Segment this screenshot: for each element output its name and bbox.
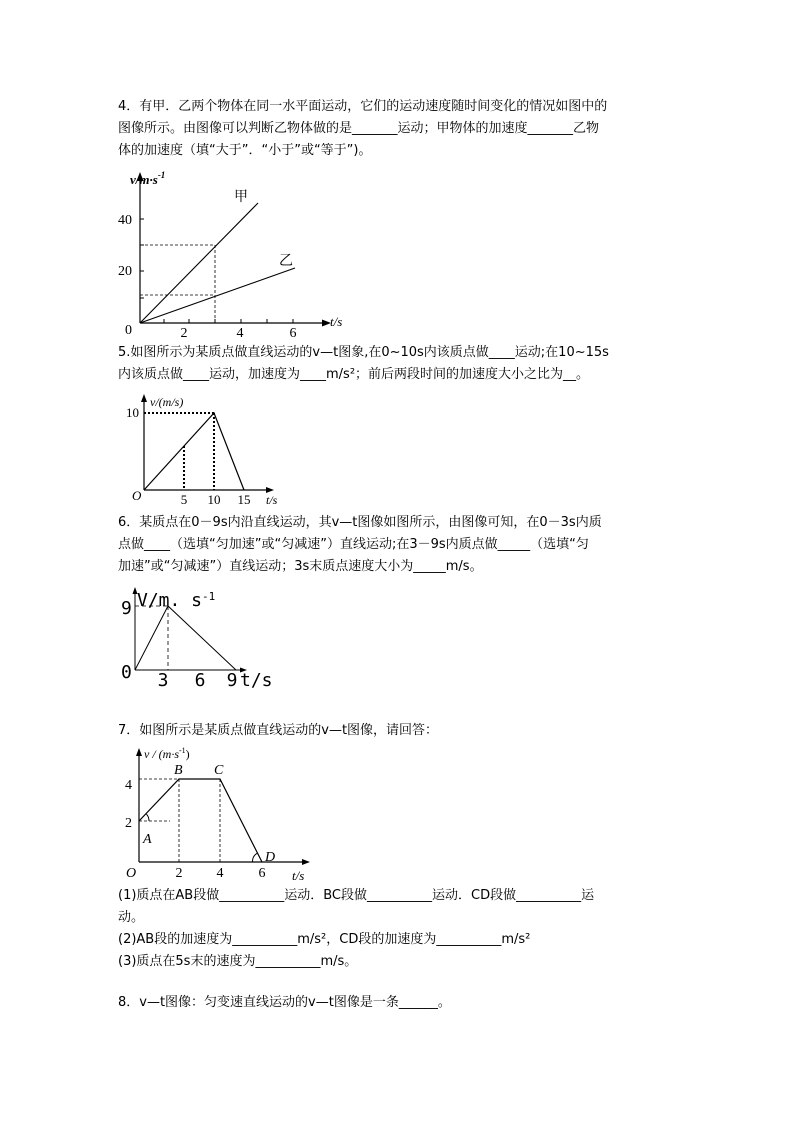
q7-y-tick-label: 4 [125,778,132,793]
q7-sub-1-cont: 动。 [118,910,145,925]
q7-angle-arc-d [252,853,257,862]
q7-point-a-label: A [143,832,152,847]
q4-origin-label: 0 [125,323,132,338]
q4-line-yi [140,268,295,323]
q5-line-1: 5.如图所示为某质点做直线运动的v—t图象,在0~10s内该质点做____运动;在10~15s [118,345,609,360]
q4-line-3: 体的加速度（填“大于”．“小于”或“等于”)。 [118,143,372,158]
q7-x-tick-label: 2 [175,866,183,881]
q4-label-jia: 甲 [234,190,248,205]
q7-point-c-label: C [214,763,224,778]
q7-angle-arc-a [146,814,149,821]
q6-line-3: 加速”或“匀减速”）直线运动；3s末质点速度大小为_____m/s。 [118,559,483,574]
q6-x-tick-label: 3 [157,670,169,691]
q7-sub-3: (3)质点在5s末的速度为__________m/s。 [118,954,358,969]
q7-point-d-label: D [265,850,276,865]
q6-velocity-time-graph [116,584,286,692]
q6-line-1: 6．某质点在0－9s内沿直线运动，其v—t图像如图所示，由图像可知，在0－3s内质 [118,515,602,530]
q6-x-tick-label: 6 [194,670,206,691]
q7-origin-label: O [126,866,137,881]
q7-sub-2: (2)AB段的加速度为__________m/s²，CD段的加速度为__________m/s² [118,932,531,947]
q7-x-axis-label: t/s [292,868,305,883]
q4-y-axis-label: $v/m\cdot s^{-1}$ [130,170,166,187]
q5-x-tick-label: 5 [180,492,188,507]
q6-x-tick-label: 9 [226,670,238,691]
q5-x-tick-label: 10 [207,492,221,507]
q7-y-axis-arrow [136,748,142,756]
q6-velocity-line [135,606,236,670]
q6-origin-label: 0 [121,662,132,683]
q5-velocity-line [144,413,244,490]
q7-sub-1: (1)质点在AB段做__________运动．BC段做__________运动．CD段做__________运 [118,888,595,903]
q5-x-tick-label: 15 [237,492,251,507]
q6-y-tick-label: 9 [121,598,132,619]
q5-x-axis-label: t/s [266,493,278,507]
q7-x-tick-label: 4 [216,866,224,881]
q5-y-axis-arrow [141,394,147,402]
q6-x-axis-label: t/s [240,670,273,691]
q5-y-tick-label: 10 [126,405,139,420]
q7-velocity-time-graph [116,744,316,884]
q8-line: 8．v—t图像：匀变速直线运动的v—t图像是一条______。 [118,995,451,1010]
question-6-text [118,512,680,578]
q7-y-tick-label: 2 [125,816,132,831]
q5-origin-label: O [132,488,142,503]
question-8-text [118,992,680,1014]
q4-line-1: 4．有甲．乙两个物体在同一水平面运动，它们的运动速度随时间变化的情况如图中的 [118,99,608,114]
q7-point-b-label: B [174,763,183,778]
q5-velocity-time-graph [126,390,296,508]
question-5-text [118,342,680,386]
q4-x-axis-label: t/s [330,314,343,329]
q7-x-tick-label: 6 [258,866,266,881]
q4-velocity-time-graph [112,168,352,340]
q6-y-axis-label: V/m. $s^{-1}$ [137,590,216,611]
question-7-intro [118,720,680,742]
question-4-text [118,96,680,162]
q4-label-yi: 乙 [279,254,293,269]
q7-intro-line: 7．如图所示是某质点做直线运动的v—t图像，请回答： [118,723,439,738]
q7-y-axis-label: $v / (m\cdot s^{-1})$ [144,746,190,761]
q6-line-2: 点做____（选填“匀加速”或“匀减速”）直线运动;在3－9s内质点做_____（选填“匀 [118,537,589,552]
q4-y-tick-label: 20 [118,264,132,279]
q5-y-axis-label: v/(m/s) [150,395,184,409]
question-7-subquestions [118,885,680,973]
q4-y-tick-label: 40 [118,213,132,228]
q7-x-axis-arrow [302,859,310,865]
q7-velocity-line [139,779,262,862]
q4-line-jia [140,203,258,323]
q4-x-tick-label: 2 [180,326,188,340]
q4-line-2: 图像所示。由图像可以判断乙物体做的是_______运动；甲物体的加速度_______乙物 [118,121,600,136]
q4-x-tick-label: 4 [236,326,244,340]
q5-line-2: 内该质点做____运动，加速度为____m/s²；前后两段时间的加速度大小之比为__。 [118,367,590,382]
q4-x-tick-label: 6 [289,326,297,340]
